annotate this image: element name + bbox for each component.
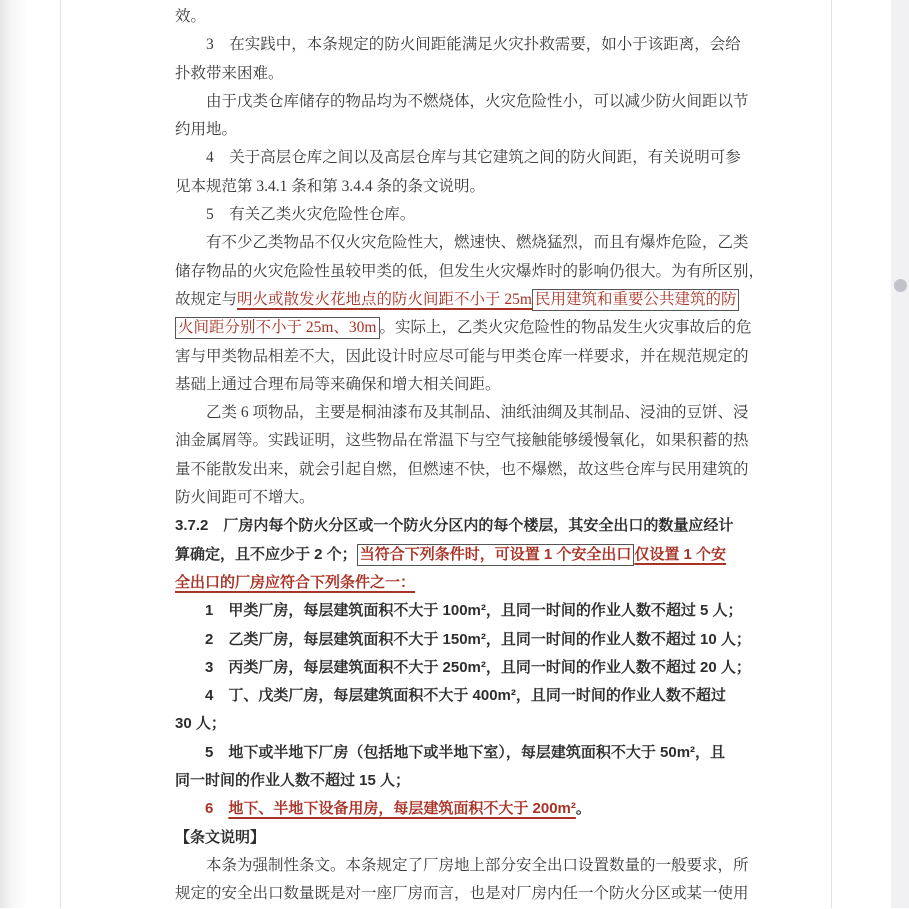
body-text: 5 有关乙类火灾危险性仓库。 — [175, 206, 416, 224]
revision-underlined-text: 地下、半地下设备用房，每层建筑面积不大于 200m² — [228, 800, 576, 818]
text-line — [175, 173, 741, 201]
body-text: 防火间距可不增大。 — [175, 489, 315, 507]
revision-boxed-text: 当符合下列条件时，可设置 1 个安全出口 — [357, 544, 635, 566]
clause-text: 【条文说明】 — [175, 828, 266, 846]
body-text: 。实际上，乙类火灾危险性的物品发生火灾事故后的危 — [379, 319, 752, 337]
body-text: 害与甲类物品相差不大，因此设计时应尽可能与甲类仓库一样要求，并在规范规定的 — [175, 347, 749, 365]
document-lines — [175, 3, 765, 909]
revision-red-text: 6 — [175, 800, 229, 818]
revision-underlined-text: 明火或散发火花地点的防火间距不小于 25m — [237, 290, 532, 308]
body-text: 储存物品的火灾危险性虽较甲类的低，但发生火灾爆炸时的影响仍很大。为有所区别， — [175, 262, 765, 280]
body-text: 规定的安全出口数量既是对一座厂房而言，也是对厂房内任一个防火分区或某一使用 — [175, 885, 749, 903]
clause-text: 4 丁、戊类厂房，每层建筑面积不大于 400m²，且同一时间的作业人数不超过 — [175, 687, 726, 705]
text-line — [175, 286, 741, 314]
clause-text: 。 — [575, 800, 591, 818]
revision-boxed-text: 火间距分别不小于 25m、30m — [175, 317, 380, 339]
revision-underlined-text: 仅设置 1 个安 — [634, 545, 727, 563]
text-line — [175, 767, 741, 795]
page-right-edge — [831, 0, 832, 908]
clause-text: 同一时间的作业人数不超过 15 人； — [175, 772, 411, 790]
text-line — [175, 710, 741, 738]
text-line — [175, 569, 741, 597]
text-line — [175, 60, 741, 88]
scrollbar-thumb[interactable] — [894, 279, 907, 292]
body-text: 油金属屑等。实践证明，这些物品在常温下与空气接触能够缓慢氧化，如果积蓄的热 — [175, 432, 749, 450]
body-text: 3 在实践中，本条规定的防火间距能满足火灾扑救需要，如小于该距离，会给 — [175, 36, 741, 54]
text-line — [175, 427, 749, 455]
body-text: 量不能散发出来，就会引起自燃，但燃速不快，也不爆燃，故这些仓库与民用建筑的 — [175, 460, 749, 478]
text-line — [175, 626, 751, 654]
body-text: 本条为强制性条文。本条规定了厂房地上部分安全出口设置数量的一般要求，所 — [175, 856, 749, 874]
revision-underlined-text: 全出口的厂房应符合下列条件之一： — [175, 573, 416, 591]
body-text: 约用地。 — [175, 121, 238, 139]
page-left-edge — [0, 0, 61, 908]
text-line — [175, 258, 765, 286]
text-line — [175, 597, 741, 625]
text-line — [175, 852, 749, 880]
text-line — [175, 795, 741, 823]
text-line — [175, 116, 741, 144]
text-line — [175, 880, 749, 908]
text-line — [175, 371, 741, 399]
text-line — [175, 201, 741, 229]
body-text: 4 关于高层仓库之间以及高层仓库与其它建筑之间的防火间距，有关说明可参 — [175, 149, 741, 167]
text-line — [175, 31, 741, 59]
clause-text: 2 乙类厂房，每层建筑面积不大于 150m²，且同一时间的作业人数不超过 10 人； — [175, 630, 751, 648]
text-line — [175, 144, 741, 172]
text-line — [175, 88, 749, 116]
text-line — [175, 229, 749, 257]
body-text: 有不少乙类物品不仅火灾危险性大，燃速快、燃烧猛烈，而且有爆炸危险，乙类 — [175, 234, 749, 252]
text-line — [175, 484, 741, 512]
body-text: 见本规范第 3.4.1 条和第 3.4.4 条的条文说明。 — [175, 177, 486, 195]
revision-boxed-text: 民用建筑和重要公共建筑的防 — [532, 289, 740, 311]
scrollbar-track[interactable] — [891, 0, 909, 908]
document-page — [175, 3, 765, 909]
body-text: 由于戊类仓库储存的物品均为不燃烧体，火灾危险性小，可以减少防火间距以节 — [175, 92, 749, 110]
clause-text: 3.7.2 厂房内每个防火分区或一个防火分区内的每个楼层，其安全出口的数量应经计 — [175, 517, 734, 535]
clause-text: 3 丙类厂房，每层建筑面积不大于 250m²，且同一时间的作业人数不超过 20 人； — [175, 658, 751, 676]
text-line — [175, 512, 741, 540]
text-line — [175, 343, 749, 371]
text-line — [175, 824, 741, 852]
text-line — [175, 739, 741, 767]
text-line — [175, 654, 751, 682]
text-line — [175, 456, 749, 484]
body-text: 扑救带来困难。 — [175, 64, 284, 82]
body-text: 故规定与 — [175, 290, 238, 308]
body-text: 基础上通过合理布局等来确保和增大相关间距。 — [175, 375, 501, 393]
clause-text: 算确定，且不应少于 2 个； — [175, 545, 357, 563]
clause-text: 30 人； — [175, 715, 226, 733]
body-text: 效。 — [175, 8, 207, 25]
text-line — [175, 682, 741, 710]
text-line — [175, 399, 749, 427]
body-text: 乙类 6 项物品，主要是桐油漆布及其制品、油纸油绸及其制品、浸油的豆饼、浸 — [175, 404, 749, 422]
clause-text: 1 甲类厂房，每层建筑面积不大于 100m²，且同一时间的作业人数不超过 5 人； — [175, 602, 743, 620]
text-line — [175, 3, 741, 31]
clause-text: 5 地下或半地下厂房（包括地下或半地下室），每层建筑面积不大于 50m²，且 — [175, 743, 726, 761]
text-line — [175, 314, 752, 342]
text-line — [175, 541, 741, 569]
